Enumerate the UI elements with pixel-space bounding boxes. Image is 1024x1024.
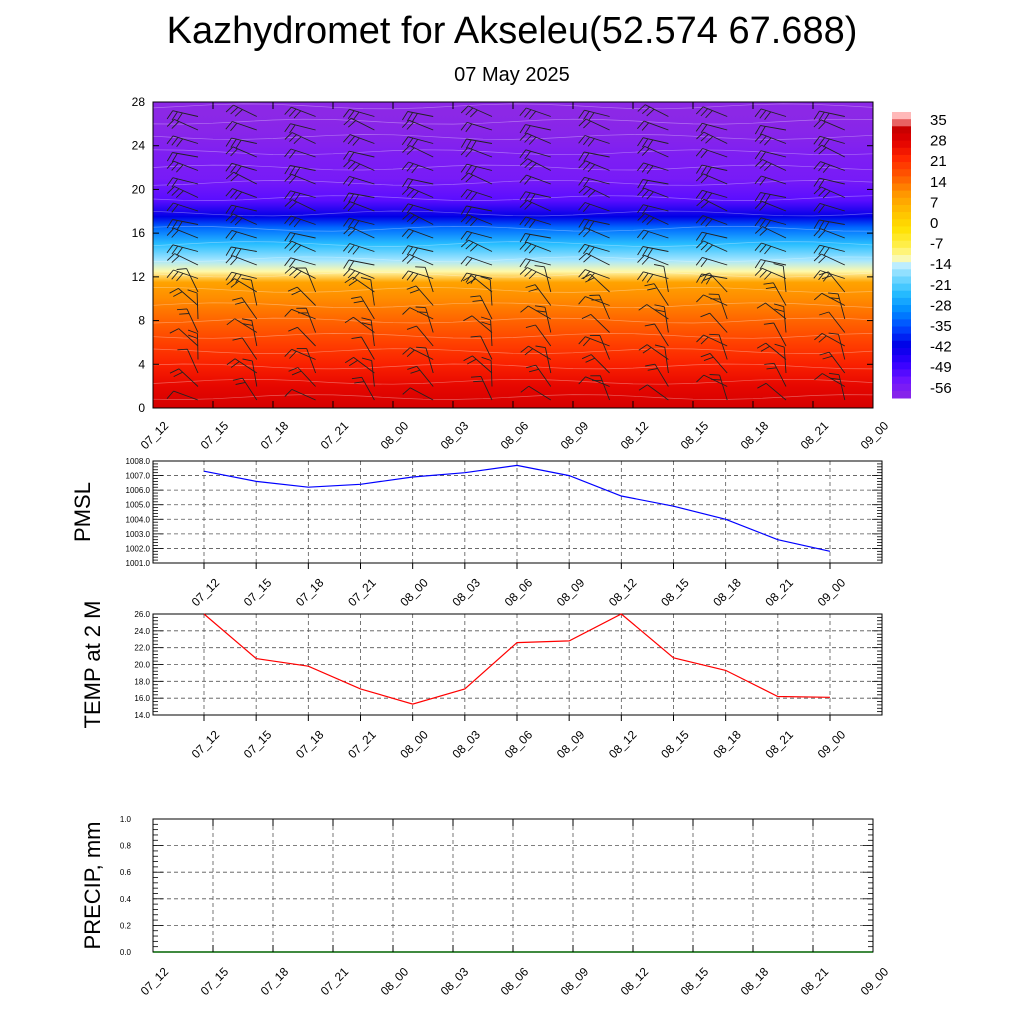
colorbar-label: 35 <box>930 112 947 129</box>
y-tick-label: 0.2 <box>119 921 131 931</box>
y-tick-label: 1002.0 <box>125 544 150 554</box>
colorbar-cell <box>892 155 911 163</box>
x-tick-label: 08_09 <box>557 418 592 453</box>
y-tick-label: 1006.0 <box>125 486 150 496</box>
x-tick-label: 08_09 <box>557 964 592 999</box>
x-tick-label: 07_21 <box>317 418 352 453</box>
colorbar-label: -49 <box>930 359 952 377</box>
colorbar-label: 28 <box>930 132 947 150</box>
x-tick-label: 08_03 <box>437 418 472 453</box>
colorbar-cell <box>892 305 911 313</box>
colorbar-cell <box>892 377 911 385</box>
x-tick-label: 08_15 <box>658 575 692 610</box>
colorbar-cell <box>892 262 911 270</box>
pmsl-axis-label: PMSL <box>70 482 95 542</box>
y-tick-label: 1001.0 <box>125 559 150 568</box>
colorbar-cell <box>892 384 911 392</box>
colorbar-cell <box>892 162 911 170</box>
x-tick-label: 08_18 <box>737 418 772 453</box>
x-tick-label: 07_15 <box>240 575 275 610</box>
x-tick-label: 08_21 <box>797 964 832 999</box>
colorbar-label: -35 <box>930 318 952 335</box>
colorbar-cell <box>892 234 911 242</box>
colorbar-cell <box>892 248 911 256</box>
x-tick-label: 08_18 <box>710 727 744 762</box>
colorbar-cell <box>892 184 911 192</box>
x-tick-label: 09_00 <box>814 727 849 762</box>
colorbar-cell <box>892 284 911 292</box>
y-tick-label: 1003.0 <box>125 529 150 539</box>
precip-axis-label: PRECIP, mm <box>80 821 105 950</box>
colorbar-cell <box>892 212 911 220</box>
colorbar-cell <box>892 369 911 377</box>
x-tick-label: 08_21 <box>762 575 796 610</box>
x-tick-label: 08_12 <box>605 575 640 610</box>
x-tick-label: 07_12 <box>188 575 223 610</box>
x-tick-label: 08_00 <box>377 418 412 453</box>
x-tick-label: 07_18 <box>257 418 292 453</box>
x-tick-label: 08_18 <box>737 964 772 999</box>
x-tick-label: 07_15 <box>240 727 275 762</box>
y-tick-label: 16 <box>131 226 145 241</box>
colorbar-cell <box>892 312 911 320</box>
colorbar-label: -14 <box>930 256 952 274</box>
colorbar-cell <box>892 226 911 234</box>
colorbar-cell <box>892 348 911 356</box>
x-tick-label: 07_21 <box>345 575 379 610</box>
pmsl-panel <box>70 457 882 609</box>
chart-subtitle: 07 May 2025 <box>454 64 570 86</box>
x-tick-label: 08_00 <box>397 575 431 610</box>
temp2m-panel <box>80 601 882 762</box>
colorbar-cell <box>892 319 911 327</box>
colorbar-cell <box>892 141 911 149</box>
colorbar-label: -56 <box>930 379 952 397</box>
x-tick-label: 07_12 <box>188 727 223 762</box>
x-tick-label: 08_03 <box>449 575 483 610</box>
y-tick-label: 16.0 <box>134 694 150 704</box>
x-tick-label: 08_06 <box>501 727 536 762</box>
colorbar-cell <box>892 355 911 363</box>
y-tick-label: 1004.0 <box>125 515 150 525</box>
y-tick-label: 14.0 <box>134 711 150 720</box>
colorbar-label: 21 <box>930 153 947 171</box>
y-tick-label: 0.6 <box>119 868 131 878</box>
y-tick-label: 12 <box>131 269 145 284</box>
y-tick-label: 24 <box>131 138 145 153</box>
y-tick-label: 8 <box>138 313 145 328</box>
y-tick-label: 0.0 <box>119 948 131 957</box>
y-tick-label: 4 <box>138 357 145 372</box>
x-tick-label: 07_18 <box>292 575 327 610</box>
x-tick-label: 08_00 <box>397 727 431 762</box>
x-tick-label: 07_21 <box>317 964 352 999</box>
colorbar-label: -42 <box>930 338 952 356</box>
colorbar-cell <box>892 169 911 177</box>
colorbar-cell <box>892 205 911 213</box>
y-tick-label: 1005.0 <box>125 500 150 510</box>
x-tick-label: 07_21 <box>345 727 379 762</box>
x-tick-label: 08_09 <box>553 575 588 610</box>
colorbar-cell <box>892 148 911 156</box>
colorbar-cell <box>892 291 911 299</box>
colorbar-cell <box>892 341 911 349</box>
colorbar-cell <box>892 334 911 342</box>
x-tick-label: 08_09 <box>553 727 588 762</box>
y-tick-label: 20 <box>131 182 145 197</box>
temp2m-axis-label: TEMP at 2 M <box>80 600 105 729</box>
x-tick-label: 07_18 <box>292 727 327 762</box>
panel-frame <box>153 461 882 563</box>
x-tick-label: 09_00 <box>857 964 892 999</box>
x-tick-label: 07_18 <box>257 964 292 999</box>
colorbar-cell <box>892 276 911 284</box>
y-tick-label: 0.8 <box>119 841 131 851</box>
colorbar-cell <box>892 126 911 134</box>
x-tick-label: 08_12 <box>617 418 652 453</box>
x-tick-label: 08_21 <box>797 418 832 453</box>
colorbar-cell <box>892 269 911 277</box>
y-tick-label: 24.0 <box>134 626 150 636</box>
y-tick-label: 1007.0 <box>125 471 150 481</box>
colorbar-cell <box>892 362 911 370</box>
colorbar-cell <box>892 191 911 199</box>
colorbar-cell <box>892 119 911 127</box>
x-tick-label: 07_12 <box>137 964 172 999</box>
colorbar-cell <box>892 133 911 141</box>
x-tick-label: 08_15 <box>677 964 712 999</box>
x-tick-label: 08_15 <box>677 418 712 453</box>
colorbar-cell <box>892 255 911 263</box>
x-tick-label: 08_15 <box>658 727 692 762</box>
precip-panel <box>80 815 891 998</box>
colorbar-cell <box>892 219 911 227</box>
x-tick-label: 08_00 <box>377 964 412 999</box>
x-tick-label: 08_06 <box>497 964 532 999</box>
y-tick-label: 0 <box>138 401 145 415</box>
x-tick-label: 09_00 <box>857 418 892 453</box>
colorbar-cell <box>892 176 911 184</box>
colorbar-label: 7 <box>930 194 939 212</box>
colorbar-label: 0 <box>930 215 939 232</box>
y-tick-label: 1.0 <box>119 815 131 824</box>
colorbar-cell <box>892 327 911 335</box>
x-tick-label: 07_15 <box>197 964 232 999</box>
colorbar-cell <box>892 298 911 306</box>
y-tick-label: 0.4 <box>119 894 131 904</box>
y-tick-label: 26.0 <box>134 610 150 619</box>
y-tick-label: 18.0 <box>134 677 150 687</box>
colorbar-label: 14 <box>930 173 947 191</box>
x-tick-label: 09_00 <box>814 575 849 610</box>
temperature-field <box>153 102 873 408</box>
colorbar-label: -28 <box>930 297 952 315</box>
colorbar-cell <box>892 198 911 206</box>
y-tick-label: 22.0 <box>134 643 150 653</box>
chart-title: Kazhydromet for Akseleu(52.574 67.688) <box>166 10 858 52</box>
y-tick-label: 1008.0 <box>125 457 150 466</box>
x-tick-label: 07_12 <box>137 418 172 453</box>
colorbar <box>892 112 952 399</box>
x-tick-label: 08_12 <box>605 727 640 762</box>
colorbar-cell <box>892 241 911 249</box>
colorbar-cell <box>892 112 911 120</box>
x-tick-label: 07_15 <box>197 418 232 453</box>
x-tick-label: 08_12 <box>617 964 652 999</box>
x-tick-label: 08_18 <box>710 575 744 610</box>
colorbar-label: -21 <box>930 276 952 294</box>
x-tick-label: 08_03 <box>437 964 472 999</box>
colorbar-label: -7 <box>930 235 944 253</box>
x-tick-label: 08_21 <box>762 727 796 762</box>
y-tick-label: 20.0 <box>134 660 150 670</box>
x-tick-label: 08_06 <box>501 575 536 610</box>
colorbar-cell <box>892 391 911 399</box>
x-tick-label: 08_03 <box>449 727 483 762</box>
cross-section-panel <box>132 95 892 452</box>
x-tick-label: 08_06 <box>497 418 532 453</box>
y-tick-label: 28 <box>131 95 145 109</box>
